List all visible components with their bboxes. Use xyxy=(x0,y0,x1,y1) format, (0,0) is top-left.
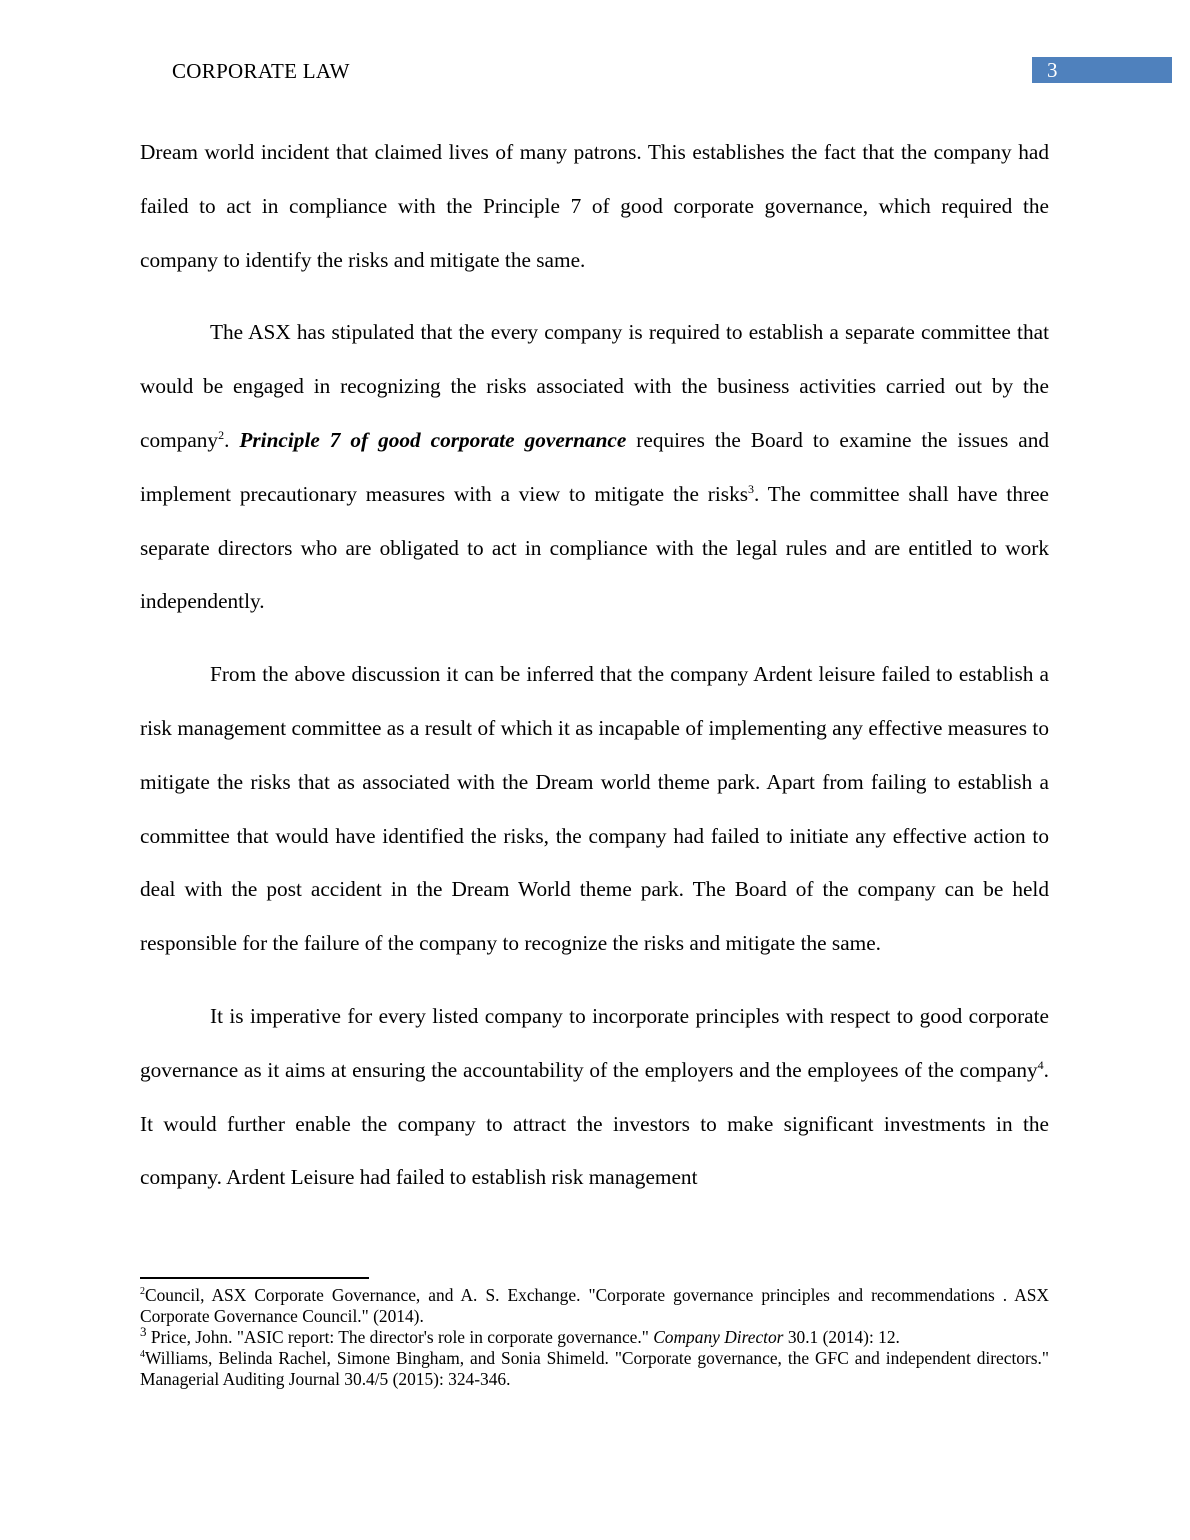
paragraph-3-text: From the above discussion it can be inferred that the company Ardent leisure failed to establish a risk management committee as a result of which it as incapable of implementing any effective measures to mitigate the risks that as associated with the Dream world theme park. Apart from failing to establish a committee that would have identified the risks, the company had failed to initiate any effective action to deal with the post accident in the Dream World theme park. The Board of the company can be held responsible for the failure of the company to recognize the risks and mitigate the same. xyxy=(140,662,1049,956)
footnote-3 xyxy=(140,1324,1049,1348)
principle-7-emphasis: Principle 7 of good corporate governance xyxy=(239,427,627,452)
document-body xyxy=(140,126,1049,1224)
footnote-3-journal: Company Director xyxy=(653,1327,784,1347)
footnote-reference-3[interactable]: 3 xyxy=(748,481,755,496)
footnote-4-mark: 4 xyxy=(140,1349,145,1361)
footnote-reference-4[interactable]: 4 xyxy=(1037,1057,1044,1072)
footnote-3-text-b: 30.1 (2014): 12. xyxy=(783,1327,900,1347)
paragraph-2-text-b: . xyxy=(224,427,240,452)
paragraph-3 xyxy=(140,648,1049,971)
footnote-2-mark: 2 xyxy=(140,1286,145,1298)
paragraph-1-text: Dream world incident that claimed lives of many patrons. This establishes the fact that the company had failed to act in compliance with the Principle 7 of good corporate governance, which required the company to identify the risks and mitigate the same. xyxy=(140,140,1049,272)
paragraph-4-text-b: . It would further enable the company to attract the investors to make significant investments in the company. Ardent Leisure had failed to establish risk management xyxy=(140,1057,1049,1190)
paragraph-4-text-a: It is imperative for every listed company to incorporate principles with respect to good corporate governance as it aims at ensuring the accountability of the employers and the employees of the company xyxy=(140,1003,1049,1082)
footnote-4 xyxy=(140,1348,1049,1390)
paragraph-1 xyxy=(140,126,1049,287)
paragraph-2-text-d: . The committee shall have three separate directors who are obligated to act in compliance with the legal rules and are entitled to work independently. xyxy=(140,481,1049,614)
paragraph-2-text-c: requires the Board to examine the issues and implement precautionary measures with a view to mitigate the risks xyxy=(140,427,1050,506)
footnote-2 xyxy=(140,1285,1049,1327)
footnote-3-mark: 3 xyxy=(140,1324,147,1340)
header-title: CORPORATE LAW xyxy=(172,59,350,83)
paragraph-4 xyxy=(140,990,1049,1205)
footnote-2-text: Council, ASX Corporate Governance, and A. S. Exchange. "Corporate governance principles and recommendations . ASX Corporate Governance Council." (2014). xyxy=(140,1285,1049,1326)
page-number-box xyxy=(1032,57,1172,83)
footnote-reference-2[interactable]: 2 xyxy=(218,427,225,442)
page-number: 3 xyxy=(1047,58,1058,82)
paragraph-2 xyxy=(140,306,1049,629)
footnote-3-text-a: Price, John. "ASIC report: The director's role in corporate governance." xyxy=(146,1327,654,1347)
footnotes xyxy=(140,1285,1049,1390)
footnote-4-text: Williams, Belinda Rachel, Simone Bingham, and Sonia Shimeld. "Corporate governance, the GFC and independent directors." Managerial Auditing Journal 30.4/5 (2015): 324-346. xyxy=(140,1348,1049,1389)
footnote-separator xyxy=(140,1277,369,1279)
paragraph-2-text-a: The ASX has stipulated that the every company is required to establish a separate committee that would be engaged in recognizing the risks associated with the business activities carried out by the company xyxy=(140,320,1049,452)
